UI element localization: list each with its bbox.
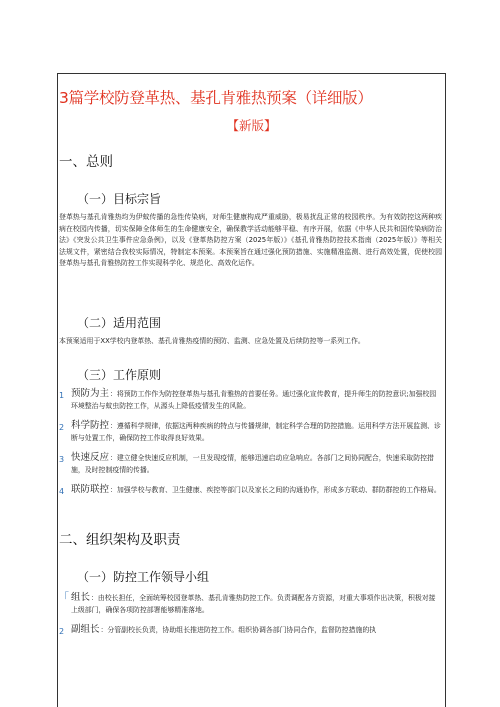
principle-text: ：建立健全快速反应机制，一旦发现疫情，能够迅速启动应急响应。各部门之间协同配合，快速采取防控措施，及时控制疫情的传播。 xyxy=(71,454,434,474)
principle-lead: 科学防控 xyxy=(71,420,110,431)
document-subtitle: 【新版】 xyxy=(226,118,277,133)
principle-lead: 联防联控 xyxy=(71,484,110,495)
subheading-leading-group: （一）防控工作领导小组 xyxy=(77,570,210,584)
member-lead: 组长 xyxy=(71,592,91,603)
member-text: ：由校长担任，全面统筹校园登革热、基孔肯雅热防控工作。负责调配各方资源，对重大事项作出决策，积极对接上级部门，确保各项防控部署能够精准落地。 xyxy=(71,594,436,614)
principle-number: 4 xyxy=(59,487,65,496)
principle-lead: 快速反应 xyxy=(71,452,110,463)
subheading-principles: （三）工作原则 xyxy=(77,368,162,382)
member-lead: 副组长 xyxy=(71,624,100,635)
member-text: ：分管副校长负责，协助组长推进防控工作。组织协调各部门协同合作，监督防控措施的执 xyxy=(100,626,377,634)
principle-text: ：加强学校与教育、卫生健康、疾控等部门以及家长之间的沟通协作，形成多方联动、群防群控的工作格局。 xyxy=(110,486,441,494)
principle-item xyxy=(71,420,442,444)
member-number: 2 xyxy=(59,627,65,636)
member-item xyxy=(71,592,442,616)
member-marker: 「 xyxy=(58,591,69,604)
principle-item xyxy=(71,452,442,476)
section-heading-organization: 二、组织架构及职责 xyxy=(59,532,181,548)
document-title: 3篇学校防登革热、基孔肯雅热预案（详细版） xyxy=(59,89,373,107)
principle-item xyxy=(71,388,442,412)
subheading-goal: （一）目标宗旨 xyxy=(77,192,162,206)
paragraph-scope: 本预案适用于XX学校内登革热、基孔肯雅热疫情的预防、监测、应急处置及后续防控等一系列工作。 xyxy=(59,337,365,345)
principle-number: 2 xyxy=(59,423,65,432)
member-item xyxy=(71,624,442,637)
subheading-scope: （二）适用范围 xyxy=(77,316,162,330)
principle-number: 3 xyxy=(59,455,65,464)
principle-text: ：将预防工作作为防控登革热与基孔肯雅热的首要任务。通过强化宣传教育，提升师生的防控意识;加强校园环境整治与蚊虫防控工作，从源头上降低疫情发生的风险。 xyxy=(71,390,437,410)
principle-item xyxy=(71,484,442,497)
paragraph-goal: 登革热与基孔肯雅热均为伊蚊传播的急性传染病，对师生健康构成严重威胁，极易扰乱正常的校园秩序。为有效防控这两种疾病在校园内传播，切实保障全体师生的生命健康安全，确保教学活动能够平稳、有序开展，依据《中华人民共和国传染病防治法》《突发公共卫生事件应急条例》，以及《登革热防控方案（2025年版）》《基孔肯雅热防控技术指南（2025年版）》等相关法规文件，紧密结合我校实际情况，特制定本预案。本预案旨在通过强化预防措施、实施精准监测、进行高效处置，促使校园登革热与基孔肯雅热防控工作实现科学化、规范化、高效化运作。 xyxy=(59,213,442,267)
principle-lead: 预防为主 xyxy=(71,388,110,399)
section-heading-general: 一、总则 xyxy=(59,154,113,170)
principle-text: ：遵循科学规律，依据这两种疾病的特点与传播规律，制定科学合理的防控措施。运用科学方法开展监测、诊断与处置工作，确保防控工作取得良好效果。 xyxy=(71,422,441,442)
principle-number: 1 xyxy=(59,391,65,400)
